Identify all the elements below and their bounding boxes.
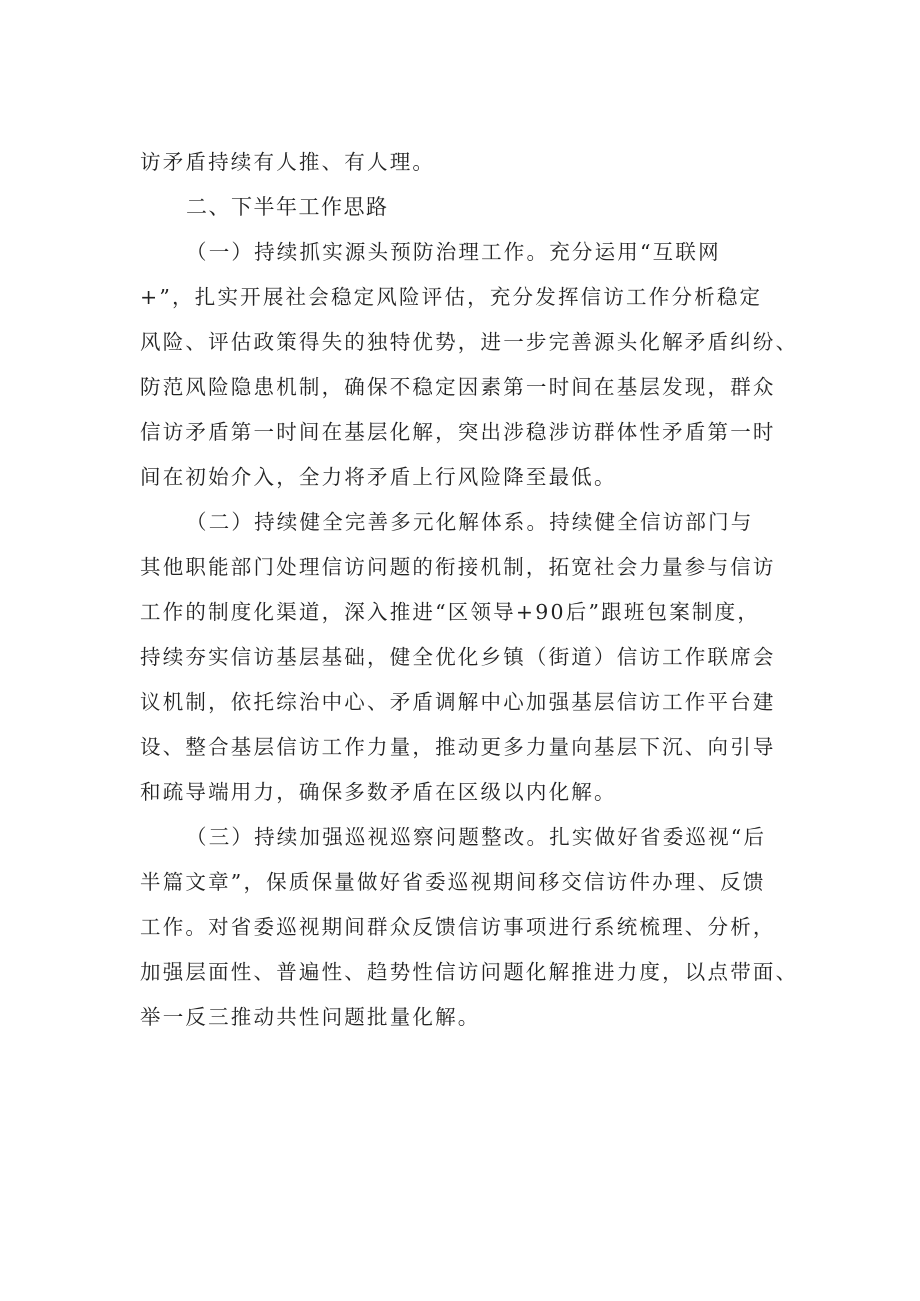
text-line: 半篇文章”，保质保量做好省委巡视期间移交信访件办理、反馈 bbox=[140, 870, 766, 894]
text-line: 和疏导端用力，确保多数矛盾在区级以内化解。 bbox=[140, 780, 617, 804]
text-line: 防范风险隐患机制，确保不稳定因素第一时间在基层发现，群众 bbox=[140, 375, 776, 399]
text-line: 访矛盾持续有人推、有人理。 bbox=[140, 150, 436, 174]
paragraph-1 bbox=[140, 230, 799, 500]
paragraph-2 bbox=[140, 500, 790, 815]
text-line: 举一反三推动共性问题批量化解。 bbox=[140, 1005, 481, 1029]
text-line: 议机制，依托综治中心、矛盾调解中心加强基层信访工作平台建 bbox=[140, 690, 776, 714]
text-line: 工作的制度化渠道，深入推进“区领导+90后”跟班包案制度， bbox=[140, 600, 761, 624]
text-line: 风险、评估政策得失的独特优势，进一步完善源头化解矛盾纠纷、 bbox=[140, 330, 799, 354]
document-body bbox=[140, 140, 799, 1040]
text-line: 信访矛盾第一时间在基层化解，突出涉稳涉访群体性矛盾第一时 bbox=[140, 420, 776, 444]
text-line: （三）持续加强巡视巡察问题整改。扎实做好省委巡视“后 bbox=[186, 825, 767, 849]
text-line: 工作。对省委巡视期间群众反馈信访事项进行系统梳理、分析， bbox=[140, 915, 776, 939]
text-line: （二）持续健全完善多元化解体系。持续健全信访部门与 bbox=[186, 510, 754, 534]
text-line: 间在初始介入，全力将矛盾上行风险降至最低。 bbox=[140, 465, 617, 489]
text-line: 其他职能部门处理信访问题的衔接机制，拓宽社会力量参与信访 bbox=[140, 555, 776, 579]
text-line: +”，扎实开展社会稳定风险评估，充分发挥信访工作分析稳定 bbox=[140, 285, 763, 309]
text-line: 持续夯实信访基层基础，健全优化乡镇（街道）信访工作联席会 bbox=[140, 645, 776, 669]
continuation-paragraph bbox=[140, 140, 790, 185]
paragraph-3 bbox=[140, 815, 799, 1040]
text-line: 设、整合基层信访工作力量，推动更多力量向基层下沉、向引导 bbox=[140, 735, 776, 759]
section-heading: 二、下半年工作思路 bbox=[186, 195, 389, 219]
text-line: 加强层面性、普遍性、趋势性信访问题化解推进力度，以点带面、 bbox=[140, 960, 799, 984]
text-line: （一）持续抓实源头预防治理工作。充分运用“互联网 bbox=[186, 240, 721, 264]
